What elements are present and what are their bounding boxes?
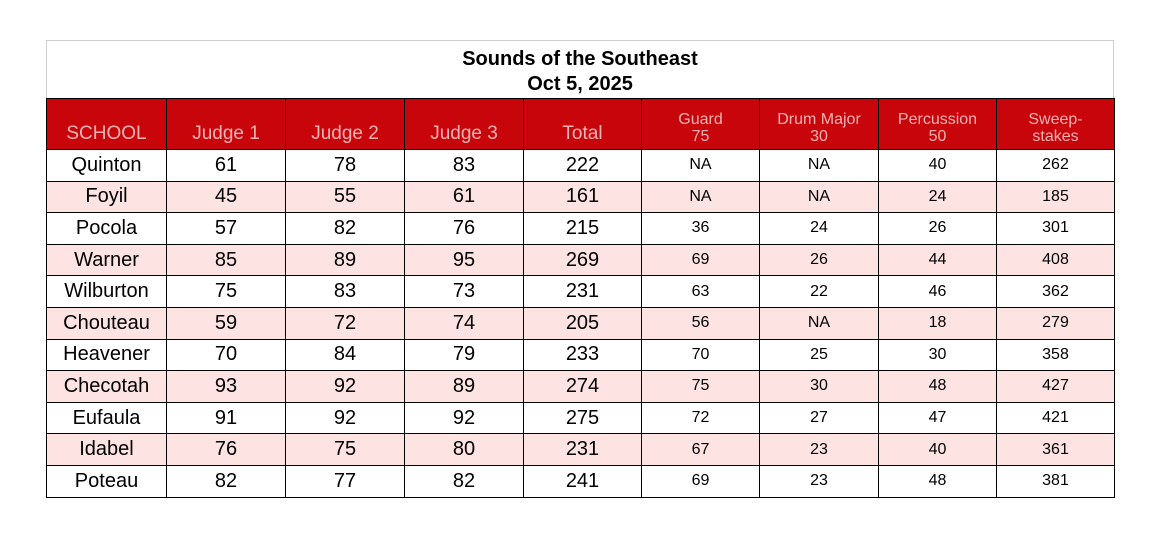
cell-judge-3: 83 [405,150,524,182]
cell-total: 222 [524,150,642,182]
cell-percussion: 30 [879,339,997,371]
cell-sweepstakes: 381 [997,465,1115,497]
cell-judge-3: 73 [405,276,524,308]
title-block [46,40,1114,98]
header-sweepstakes [997,99,1115,150]
cell-guard: 75 [642,371,760,403]
table-row [47,339,1115,371]
table-row [47,150,1115,182]
score-table [46,98,1115,498]
cell-school: Quinton [47,150,167,182]
cell-school: Poteau [47,465,167,497]
cell-total: 233 [524,339,642,371]
cell-total: 215 [524,213,642,245]
cell-percussion: 40 [879,434,997,466]
cell-judge-3: 80 [405,434,524,466]
cell-school: Heavener [47,339,167,371]
cell-judge-1: 70 [167,339,286,371]
cell-sweepstakes: 185 [997,181,1115,213]
cell-judge-1: 75 [167,276,286,308]
cell-percussion: 44 [879,244,997,276]
header-school: SCHOOL [47,99,167,150]
cell-judge-2: 89 [286,244,405,276]
cell-judge-3: 92 [405,402,524,434]
header-judge-1: Judge 1 [167,99,286,150]
cell-sweepstakes: 358 [997,339,1115,371]
cell-judge-2: 92 [286,402,405,434]
cell-sweepstakes: 301 [997,213,1115,245]
cell-judge-3: 79 [405,339,524,371]
cell-percussion: 47 [879,402,997,434]
cell-judge-1: 59 [167,307,286,339]
cell-sweepstakes: 262 [997,150,1115,182]
cell-sweepstakes: 361 [997,434,1115,466]
table-row [47,371,1115,403]
header-percussion-max: 50 [928,128,947,145]
cell-drum-major: NA [760,150,879,182]
cell-percussion: 40 [879,150,997,182]
cell-judge-2: 72 [286,307,405,339]
header-guard-max: 75 [691,128,710,145]
cell-sweepstakes: 279 [997,307,1115,339]
event-date: Oct 5, 2025 [527,73,633,95]
cell-percussion: 48 [879,371,997,403]
cell-guard: 36 [642,213,760,245]
cell-drum-major: 22 [760,276,879,308]
header-sweepstakes-line-2: stakes [1032,128,1079,145]
cell-drum-major: 23 [760,434,879,466]
cell-judge-2: 82 [286,213,405,245]
table-row [47,244,1115,276]
cell-school: Checotah [47,371,167,403]
cell-judge-3: 74 [405,307,524,339]
cell-judge-2: 83 [286,276,405,308]
cell-judge-3: 82 [405,465,524,497]
cell-sweepstakes: 408 [997,244,1115,276]
cell-judge-1: 76 [167,434,286,466]
table-row [47,181,1115,213]
header-drum-major [760,99,879,150]
cell-judge-2: 75 [286,434,405,466]
header-judge-3: Judge 3 [405,99,524,150]
cell-drum-major: 23 [760,465,879,497]
cell-school: Foyil [47,181,167,213]
cell-total: 241 [524,465,642,497]
cell-judge-1: 91 [167,402,286,434]
table-row [47,213,1115,245]
cell-percussion: 24 [879,181,997,213]
cell-drum-major: 26 [760,244,879,276]
cell-drum-major: 24 [760,213,879,245]
cell-guard: 69 [642,244,760,276]
cell-guard: 67 [642,434,760,466]
cell-school: Idabel [47,434,167,466]
cell-guard: 72 [642,402,760,434]
header-row [47,99,1115,150]
cell-judge-2: 77 [286,465,405,497]
header-sweepstakes-line-1: Sweep- [1028,111,1083,128]
cell-sweepstakes: 427 [997,371,1115,403]
table-row [47,434,1115,466]
cell-total: 274 [524,371,642,403]
cell-guard: NA [642,150,760,182]
cell-judge-2: 84 [286,339,405,371]
cell-judge-3: 89 [405,371,524,403]
cell-percussion: 46 [879,276,997,308]
cell-drum-major: 25 [760,339,879,371]
cell-percussion: 26 [879,213,997,245]
header-guard-label: Guard [678,111,723,128]
cell-judge-1: 82 [167,465,286,497]
cell-school: Eufaula [47,402,167,434]
cell-drum-major: NA [760,181,879,213]
cell-total: 231 [524,276,642,308]
cell-guard: 70 [642,339,760,371]
cell-total: 205 [524,307,642,339]
cell-sweepstakes: 362 [997,276,1115,308]
cell-judge-1: 93 [167,371,286,403]
cell-school: Pocola [47,213,167,245]
cell-guard: 69 [642,465,760,497]
table-row [47,307,1115,339]
cell-judge-1: 45 [167,181,286,213]
cell-judge-3: 76 [405,213,524,245]
table-row [47,465,1115,497]
cell-drum-major: NA [760,307,879,339]
cell-guard: 63 [642,276,760,308]
cell-total: 231 [524,434,642,466]
cell-total: 161 [524,181,642,213]
header-drum-major-max: 30 [810,128,828,145]
cell-judge-2: 78 [286,150,405,182]
header-guard [642,99,760,150]
cell-school: Warner [47,244,167,276]
header-percussion [879,99,997,150]
cell-total: 275 [524,402,642,434]
cell-drum-major: 30 [760,371,879,403]
cell-guard: NA [642,181,760,213]
cell-guard: 56 [642,307,760,339]
cell-school: Chouteau [47,307,167,339]
score-sheet [46,40,1114,498]
score-table-body [47,150,1115,498]
cell-judge-1: 57 [167,213,286,245]
header-total: Total [524,99,642,150]
cell-percussion: 18 [879,307,997,339]
cell-judge-2: 55 [286,181,405,213]
cell-judge-1: 61 [167,150,286,182]
cell-total: 269 [524,244,642,276]
cell-judge-2: 92 [286,371,405,403]
header-drum-major-label: Drum Major [777,111,861,128]
header-judge-2: Judge 2 [286,99,405,150]
cell-sweepstakes: 421 [997,402,1115,434]
cell-judge-3: 61 [405,181,524,213]
table-row [47,276,1115,308]
cell-drum-major: 27 [760,402,879,434]
header-percussion-label: Percussion [897,111,978,128]
event-title: Sounds of the Southeast [462,48,698,70]
cell-judge-1: 85 [167,244,286,276]
cell-judge-3: 95 [405,244,524,276]
cell-percussion: 48 [879,465,997,497]
cell-school: Wilburton [47,276,167,308]
table-row [47,402,1115,434]
